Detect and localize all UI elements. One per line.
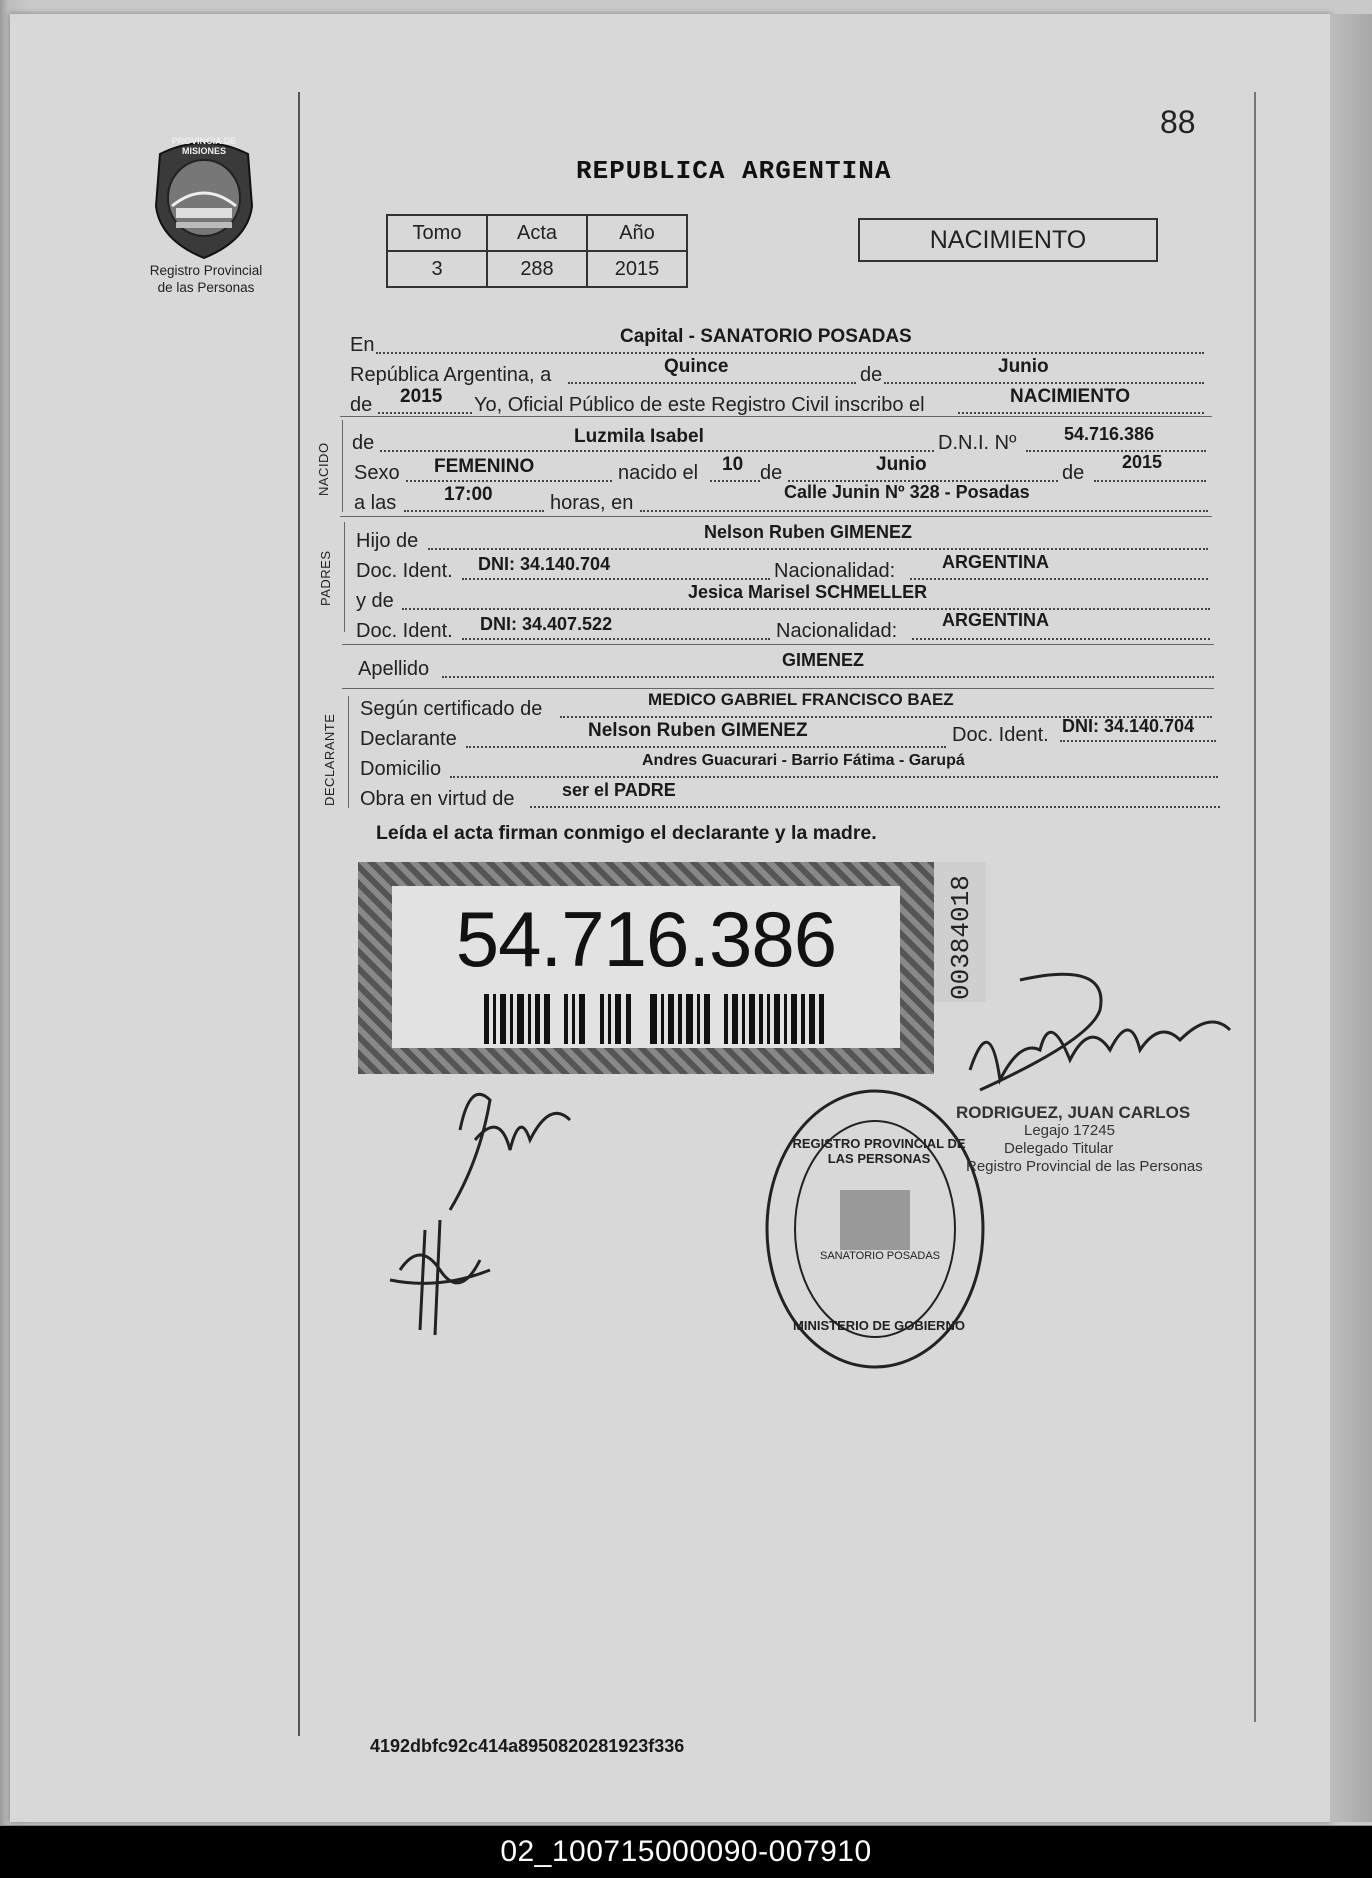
dni-card-inner (392, 886, 900, 1048)
birth-address-value: Calle Junin Nº 328 - Posadas (784, 482, 1030, 502)
apellido-label: Apellido (358, 658, 430, 680)
nacido-de-label: de (352, 432, 375, 454)
mother-nationality-value: ARGENTINA (942, 610, 1049, 630)
dni-card-number: 54.716.386 (455, 895, 837, 983)
dotted-line (450, 776, 1218, 778)
logo-caption-line2: de las Personas (157, 280, 255, 295)
serial-number: 00384018 (946, 875, 976, 1000)
dotted-line (428, 548, 1208, 550)
dotted-line (530, 806, 1220, 808)
dotted-line (406, 480, 612, 482)
place-value: Capital - SANATORIO POSADAS (620, 326, 912, 347)
horas-label: horas, en (550, 492, 634, 514)
mother-signature (380, 1210, 500, 1340)
republica-label: República Argentina, a (350, 364, 552, 386)
dotted-line (1094, 480, 1206, 482)
record-reference-table (386, 214, 688, 288)
obra-value: ser el PADRE (562, 780, 676, 800)
en-label: En (350, 334, 375, 356)
dotted-line (1060, 740, 1216, 742)
table-header-ano: Año (587, 215, 687, 251)
official-signature (960, 950, 1260, 1120)
padres-section-label: PADRES (318, 550, 333, 606)
section-divider (342, 644, 1214, 645)
logo-caption-line1: Registro Provincial (149, 263, 263, 278)
dotted-line (710, 480, 760, 482)
dni-number-card (358, 862, 934, 1074)
dotted-line (466, 746, 946, 748)
birth-month-value: Junio (876, 454, 927, 475)
stamp-top-text: REGISTRO PROVINCIAL DE LAS PERSONAS (792, 1136, 966, 1166)
de-label: de (860, 364, 883, 386)
time-value: 17:00 (444, 484, 493, 505)
declarante-doc-label: Doc. Ident. (952, 724, 1049, 746)
newborn-dni-value: 54.716.386 (1064, 424, 1155, 444)
declarant-signature (420, 1070, 590, 1220)
section-vline (344, 522, 345, 632)
domicilio-value: Andres Guacurari - Barrio Fátima - Garupá (642, 752, 965, 769)
page-number: 88 (1160, 104, 1196, 140)
dotted-line (442, 676, 1214, 678)
footer-bar (0, 1826, 1372, 1878)
certificado-value: MEDICO GABRIEL FRANCISCO BAEZ (648, 690, 954, 709)
dotted-line (462, 578, 770, 580)
table-value-acta: 288 (487, 251, 587, 287)
right-margin-line (1254, 92, 1256, 1722)
page-edge (1330, 14, 1372, 1822)
year-value: 2015 (400, 386, 443, 407)
dotted-line (376, 352, 1204, 354)
domicilio-label: Domicilio (360, 758, 442, 780)
certificado-label: Según certificado de (360, 698, 543, 720)
table-value-ano: 2015 (587, 251, 687, 287)
hijo-de-label: Hijo de (356, 530, 419, 552)
logo-caption (130, 262, 282, 296)
yo-text: Yo, Oficial Público de este Registro Civil inscribo el (474, 394, 925, 416)
dni-label: D.N.I. Nº (938, 432, 1017, 454)
mother-name-value: Jesica Marisel SCHMELLER (688, 582, 928, 602)
section-divider (342, 688, 1214, 689)
table-header-acta: Acta (487, 215, 587, 251)
document-hash: 4192dbfc92c414a8950820281923f336 (370, 1736, 685, 1756)
father-nationality-value: ARGENTINA (942, 552, 1049, 572)
newborn-name-value: Luzmila Isabel (574, 426, 704, 447)
dotted-line (910, 578, 1208, 580)
table-header-tomo: Tomo (387, 215, 487, 251)
y-de-label: y de (356, 590, 394, 612)
stamp-bottom-text: MINISTERIO DE GOBIERNO (793, 1318, 965, 1333)
event-value: NACIMIENTO (1010, 386, 1130, 407)
father-nac-label: Nacionalidad: (774, 560, 896, 582)
dotted-line (640, 510, 1208, 512)
dotted-line (958, 412, 1204, 414)
mother-doc-value: DNI: 34.407.522 (480, 614, 613, 634)
declarante-doc-value: DNI: 34.140.704 (1062, 716, 1195, 736)
father-doc-label: Doc. Ident. (356, 560, 453, 582)
dotted-line (462, 638, 770, 640)
section-divider (340, 416, 1212, 417)
dotted-line (884, 382, 1204, 384)
obra-label: Obra en virtud de (360, 788, 515, 810)
signer-office: Registro Provincial de las Personas (966, 1158, 1203, 1175)
nacido-de-label-2: de (760, 462, 783, 484)
month-value: Junio (998, 356, 1049, 377)
barcode-icon (484, 994, 824, 1044)
father-doc-value: DNI: 34.140.704 (478, 554, 611, 574)
dotted-line (402, 608, 1210, 610)
dotted-line (378, 412, 472, 414)
dotted-line (404, 510, 544, 512)
dotted-line (1026, 450, 1206, 452)
section-vline (348, 696, 349, 808)
sexo-label: Sexo (354, 462, 400, 484)
dotted-line (568, 382, 856, 384)
left-margin-line (298, 92, 300, 1736)
day-words-value: Quince (664, 356, 729, 377)
declarante-label: Declarante (360, 728, 457, 750)
record-table-value-row (387, 251, 687, 287)
record-table-header-row (387, 215, 687, 251)
father-name-value: Nelson Ruben GIMENEZ (704, 522, 913, 542)
section-vline (342, 420, 343, 512)
mother-doc-label: Doc. Ident. (356, 620, 453, 642)
section-divider (340, 516, 1212, 517)
stamp-inner-text: SANATORIO POSADAS (819, 1250, 940, 1262)
footer-filename: 02_100715000090-007910 (500, 1835, 872, 1868)
sexo-value: FEMENINO (434, 456, 535, 477)
birth-day-value: 10 (722, 454, 744, 475)
logo-seal-text: PROVINCIA DE MISIONES (171, 136, 237, 156)
mother-nac-label: Nacionalidad: (776, 620, 898, 642)
nacido-section-label: NACIDO (316, 442, 331, 496)
dotted-line (912, 638, 1210, 640)
declarante-name-value: Nelson Ruben GIMENEZ (588, 720, 808, 741)
dotted-line (380, 450, 934, 452)
de2-label: de (350, 394, 373, 416)
signer-name: RODRIGUEZ, JUAN CARLOS (956, 1103, 1191, 1122)
apellido-value: GIMENEZ (782, 650, 865, 670)
birth-year-value: 2015 (1122, 452, 1163, 472)
signer-legajo: Legajo 17245 (1024, 1122, 1115, 1139)
closing-statement: Leída el acta firman conmigo el declarante y la madre. (376, 822, 877, 844)
record-type-box: NACIMIENTO (858, 218, 1158, 262)
nacido-el-label: nacido el (618, 462, 699, 484)
signer-block (956, 1104, 1203, 1176)
a-las-label: a las (354, 492, 397, 514)
declarante-section-label: DECLARANTE (322, 713, 337, 806)
document-title: REPUBLICA ARGENTINA (576, 156, 892, 186)
nacido-de-label-3: de (1062, 462, 1085, 484)
table-value-tomo: 3 (387, 251, 487, 287)
signer-role: Delegado Titular (1004, 1140, 1114, 1157)
